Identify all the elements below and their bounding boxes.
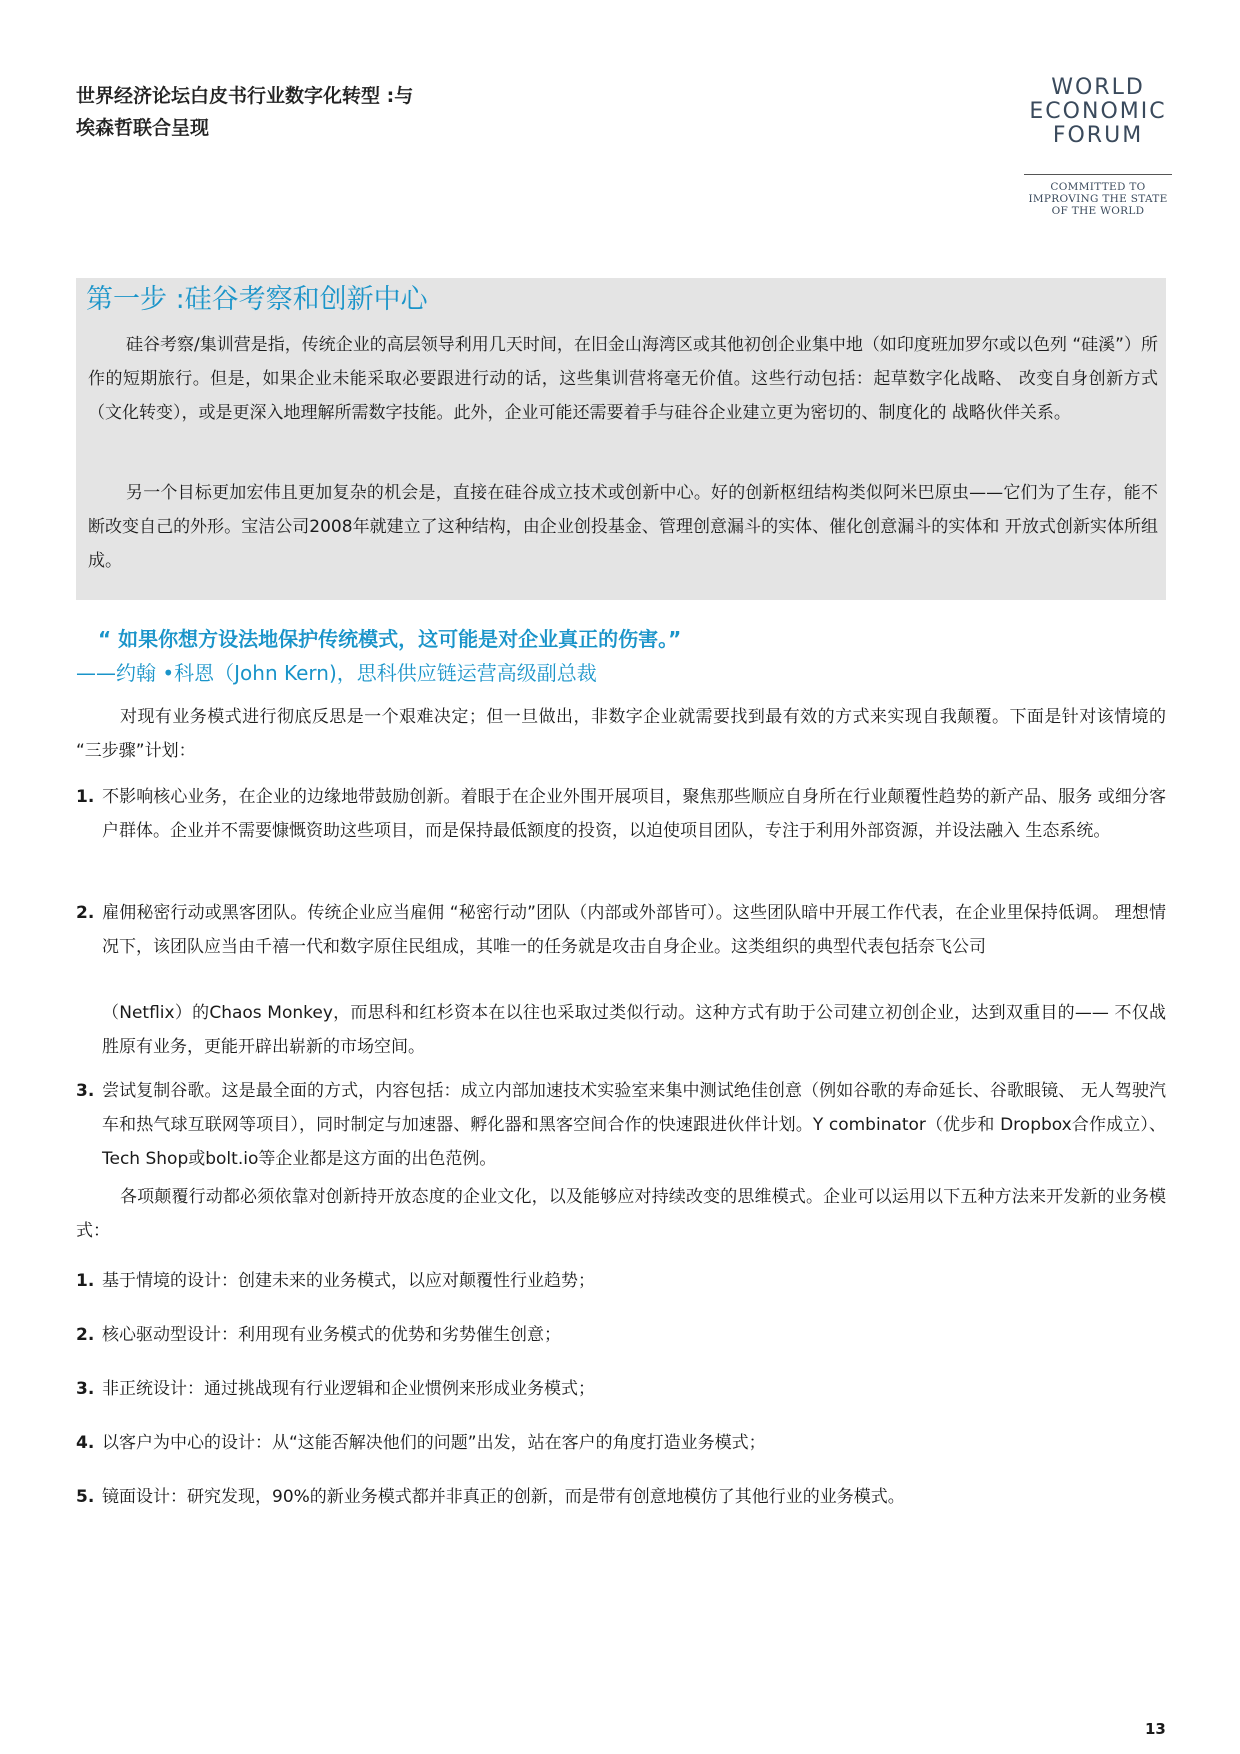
quote-attribution: ——约翰 •科恩（John Kern)，思科供应链运营高级副总裁 bbox=[76, 661, 597, 685]
method-number: 1. bbox=[76, 1271, 95, 1291]
step-number: 3. bbox=[76, 1081, 95, 1101]
step-text-continued: （Netflix）的Chaos Monkey，而思科和红杉资本在以往也采取过类似行动。这种方式有助于公司建立初创企业，达到双重目的—— 不仅战胜原有业务，更能开辟出崭新的市场空间。 bbox=[102, 1003, 1166, 1057]
step-text: 雇佣秘密行动或黑客团队。传统企业应当雇佣 “秘密行动”团队（内部或外部皆可）。这些团队暗中开展工作代表，在企业里保持低调。 理想情况下，该团队应当由千禧一代和数字原住民组成，其唯一的任务就是攻击自身企业。这类组织的典型代表包括奈飞公司 bbox=[102, 903, 1166, 957]
step-one-paragraph-2: 另一个目标更加宏伟且更加复杂的机会是，直接在硅谷成立技术或创新中心。好的创新枢纽结构类似阿米巴原虫——它们为了生存，能不断改变自己的外形。宝洁公司2008年就建立了这种结构，由企业创投基金、管理创意漏斗的实体、催化创意漏斗的实体和 开放式创新实体所组成。 bbox=[88, 483, 1158, 571]
intro-paragraph: 对现有业务模式进行彻底反思是一个艰难决定；但一旦做出，非数字企业就需要找到最有效的方式来实现自我颠覆。下面是针对该情境的 “三步骤”计划： bbox=[76, 707, 1166, 761]
method-number: 2. bbox=[76, 1325, 95, 1345]
method-item-3 bbox=[76, 1372, 1166, 1406]
logo-tagline-1: COMMITTED TO bbox=[1050, 181, 1146, 193]
step-one-title: 第一步 :硅谷考察和创新中心 bbox=[86, 284, 428, 315]
method-text: 基于情境的设计：创建未来的业务模式，以应对颠覆性行业趋势； bbox=[102, 1271, 595, 1291]
step-item-3 bbox=[76, 1074, 1166, 1176]
step-item-2 bbox=[76, 896, 1166, 964]
step-number: 2. bbox=[76, 903, 95, 923]
logo-line-forum: FORUM bbox=[1052, 123, 1144, 148]
methods-intro-paragraph: 各项颠覆行动都必须依靠对创新持开放态度的企业文化，以及能够应对持续改变的思维模式。企业可以运用以下五种方法来开发新的业务模式： bbox=[76, 1187, 1166, 1241]
quote-text: “ 如果你想方设法地保护传统模式，这可能是对企业真正的伤害。” bbox=[98, 627, 682, 651]
wef-logo bbox=[1018, 76, 1178, 217]
method-item-4 bbox=[76, 1426, 1166, 1460]
method-text: 核心驱动型设计：利用现有业务模式的优势和劣势催生创意； bbox=[102, 1325, 561, 1345]
method-number: 5. bbox=[76, 1487, 95, 1507]
method-text: 非正统设计：通过挑战现有行业逻辑和企业惯例来形成业务模式； bbox=[102, 1379, 595, 1399]
step-item-2-continued bbox=[76, 996, 1166, 1064]
step-number: 1. bbox=[76, 787, 95, 807]
logo-tagline-2: IMPROVING THE STATE bbox=[1028, 193, 1168, 205]
method-text: 以客户为中心的设计：从“这能否解决他们的问题”出发，站在客户的角度打造业务模式； bbox=[102, 1433, 766, 1453]
method-item-1 bbox=[76, 1264, 1166, 1298]
logo-tagline-3: OF THE WORLD bbox=[1051, 205, 1145, 217]
step-one-paragraph-1: 硅谷考察/集训营是指，传统企业的高层领导利用几天时间，在旧金山海湾区或其他初创企业集中地（如印度班加罗尔或以色列 “硅溪”）所作的短期旅行。但是，如果企业未能采取必要跟进行动的话，这些集训营将毫无价值。这些行动包括：起草数字化战略、 改变自身创新方式（文化转变），或是更深入地理解所需数字技能。此外，企业可能还需要着手与硅谷企业建立更为密切的、制度化的 战略伙伴关系。 bbox=[88, 335, 1158, 423]
pull-quote bbox=[76, 622, 1166, 690]
step-one-box bbox=[76, 278, 1166, 600]
logo-divider bbox=[1024, 174, 1172, 175]
method-text: 镜面设计：研究发现，90%的新业务模式都并非真正的创新，而是带有创意地模仿了其他行业的业务模式。 bbox=[102, 1487, 905, 1507]
report-header-title: 世界经济论坛白皮书行业数字化转型 :与埃森哲联合呈现 bbox=[76, 85, 414, 139]
method-item-5 bbox=[76, 1480, 1166, 1514]
method-number: 4. bbox=[76, 1433, 95, 1453]
logo-line-economic: ECONOMIC bbox=[1029, 99, 1167, 124]
step-text: 不影响核心业务，在企业的边缘地带鼓励创新。着眼于在企业外围开展项目，聚焦那些顺应自身所在行业颠覆性趋势的新产品、服务 或细分客户群体。企业并不需要慷慨资助这些项目，而是保持最低额度的投资，以迫使项目团队，专注于利用外部资源，并设法融入 生态系统。 bbox=[102, 787, 1166, 841]
page-number: 13 bbox=[1145, 1720, 1166, 1738]
step-text: 尝试复制谷歌。这是最全面的方式，内容包括：成立内部加速技术实验室来集中测试绝佳创意（例如谷歌的寿命延长、谷歌眼镜、 无人驾驶汽车和热气球互联网等项目），同时制定与加速器、孵化器和黑客空间合作的快速跟进伙伴计划。Y combinator（优步和 Dropbox合作成立）、Tech Shop或bolt.io等企业都是这方面的出色范例。 bbox=[102, 1081, 1166, 1169]
logo-line-world: WORLD bbox=[1051, 75, 1145, 100]
method-item-2 bbox=[76, 1318, 1166, 1352]
method-number: 3. bbox=[76, 1379, 95, 1399]
step-item-1 bbox=[76, 780, 1166, 848]
